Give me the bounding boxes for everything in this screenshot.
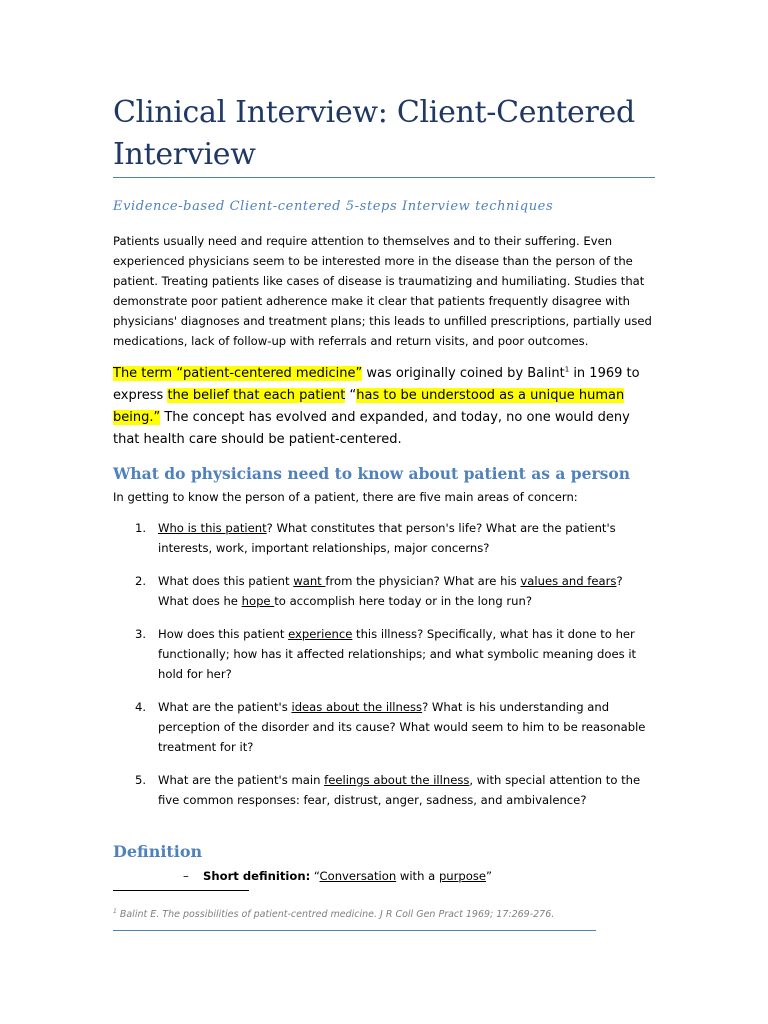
areas-of-concern-list — [113, 518, 655, 823]
footnote: $^1$ Balint E. The possibilities of patient-centred medicine. J R Coll Gen Pract 1969; 17:269-276. — [113, 907, 555, 920]
highlight-quote: has to be understood as a unique human being.” — [113, 388, 625, 425]
patient-centered-paragraph: The term “patient-centered medicine” was originally coined by Balint$^1$ in 1969 to express the belief that each patient “has to be understood as a unique human being.” The concept has evolved and expanded, and today, no one would deny that health care should be patient-centered. — [113, 365, 640, 447]
footnote-reference: 1 — [564, 365, 570, 374]
intro-paragraph: Patients usually need and require attention to themselves and to their suffering. Even experienced physicians seem to be interested more in the disease than the person of the patient. Treating patients like cases of disease is traumatizing and humiliating. Studies that demonstrate poor patient adherence make it clear that patients frequently disagree with physicians' diagnoses and treatment plans; this leads to unfilled prescriptions, partially used medications, lack of follow-up with referrals and return visits, and poor outcomes. — [113, 234, 652, 348]
highlight-term: The term “patient-centered medicine” — [113, 366, 363, 381]
section-heading-patient-as-person: What do physicians need to know about patient as a person — [113, 464, 631, 483]
list-item: 2. What does this patient want from the physician? What are his values and fears? What does he hope to accomplish here today or in the long run? — [135, 574, 623, 608]
list-item: 3. How does this patient experience this illness? Specifically, what has it done to her functionally; how has it affected relationships; and what symbolic meaning does it hold for her? — [135, 627, 637, 681]
section-heading-definition: Definition — [113, 842, 203, 861]
section-intro: In getting to know the person of a patient, there are five main areas of concern: — [113, 490, 578, 504]
short-definition: – Short definition: “Conversation with a purpose” — [183, 866, 492, 886]
title-divider — [113, 177, 655, 178]
bullet-dash: – — [183, 869, 189, 883]
list-item: 1. Who is this patient? What constitutes that person's life? What are the patient's interests, work, important relationships, major concerns? — [135, 521, 616, 555]
footer-divider — [113, 930, 596, 931]
list-item: 5. What are the patient's main feelings about the illness, with special attention to the five common responses: fear, distrust, anger, sadness, and ambivalence? — [135, 773, 641, 807]
page-title: Clinical Interview: Client-Centered Interview — [113, 95, 635, 172]
footnote-separator — [113, 890, 249, 891]
page-subtitle: Evidence-based Client-centered 5-steps Interview techniques — [113, 199, 554, 214]
highlight-belief: the belief that each patient — [167, 388, 346, 403]
list-item: 4. What are the patient's ideas about the illness? What is his understanding and perception of the disorder and its cause? What would seem to him to be reasonable treatment for it? — [135, 700, 646, 754]
definition-label: Short definition: — [203, 869, 311, 883]
